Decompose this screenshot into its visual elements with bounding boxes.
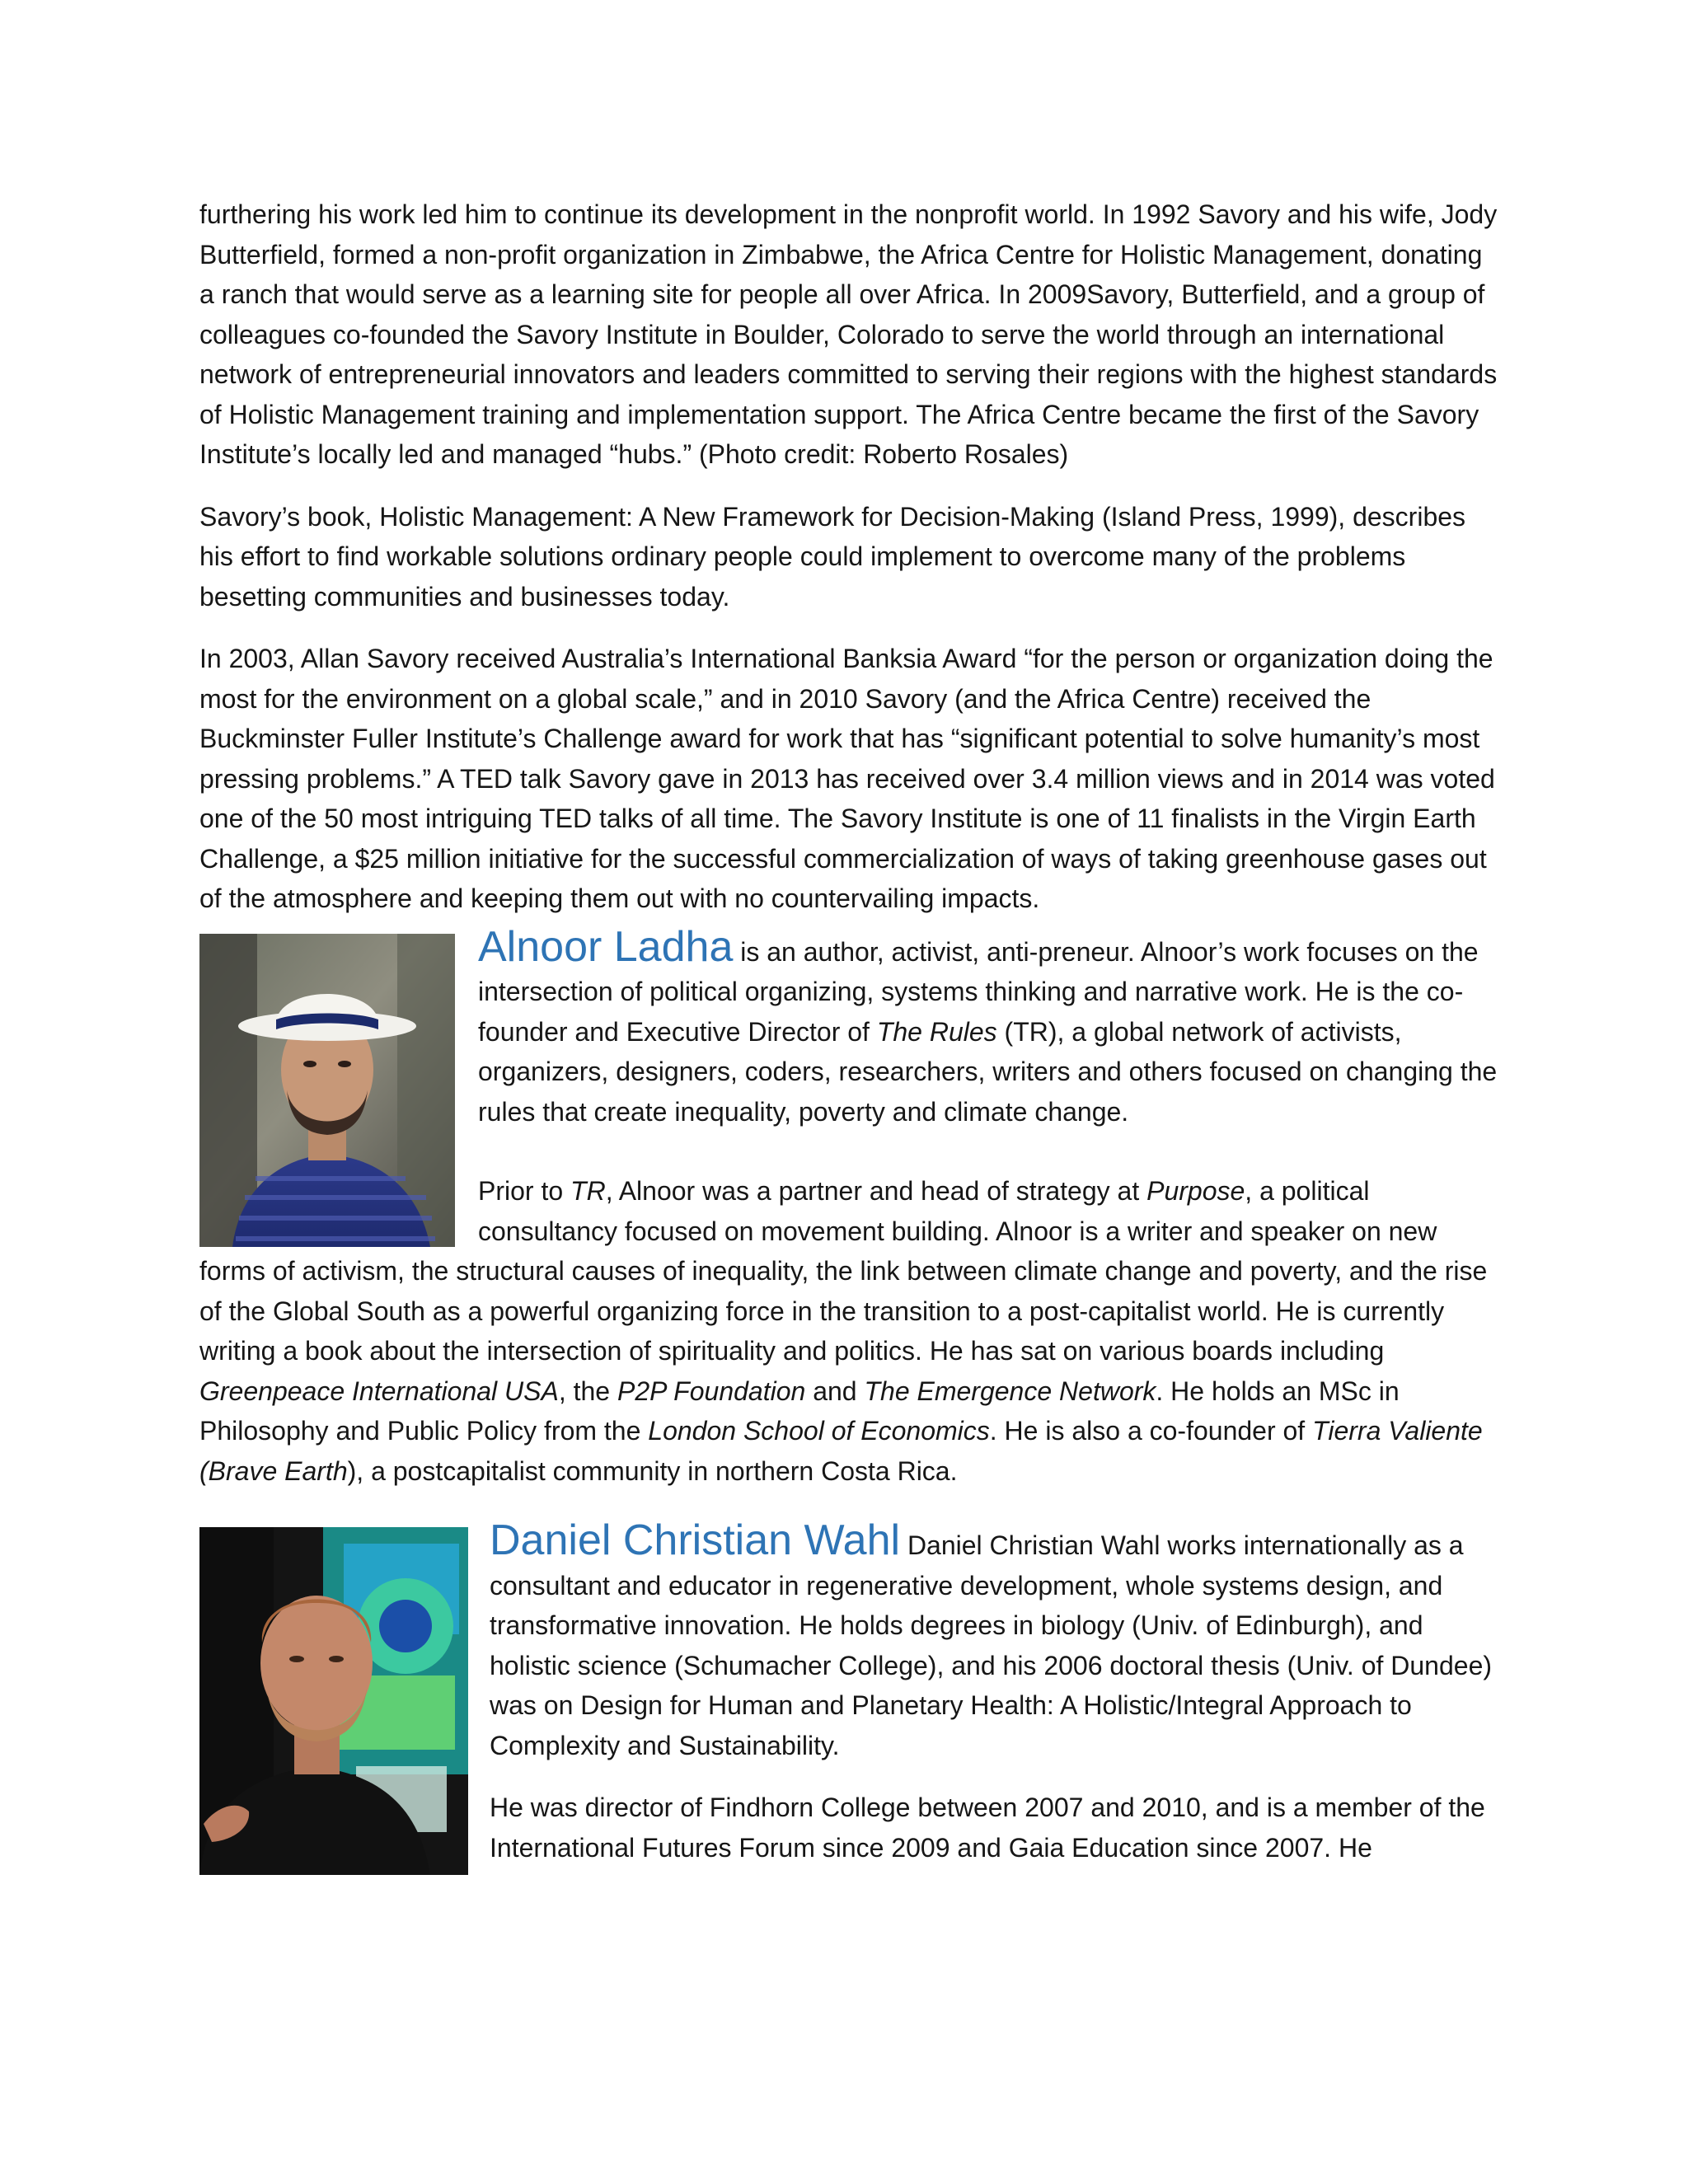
portrait-ladha-image bbox=[199, 934, 455, 1247]
savory-paragraph-2: Savory’s book, Holistic Management: A New Framework for Decision-Making (Island Press, 1999), describes his effort to find workable solutions ordinary people could implement to overcome many of the problems besetting communities and businesses today. bbox=[199, 501, 1466, 612]
bio-name-daniel-christian-wahl: Daniel Christian Wahl bbox=[490, 1516, 901, 1564]
document-page bbox=[199, 194, 1503, 1875]
savory-paragraph-3: In 2003, Allan Savory received Australia’s International Banksia Award “for the person or organization doing the most for the environment on a global scale,” and in 2010 Savory (and the Africa Centre) received the Buckminster Fuller Institute’s Challenge award for work that has “significant potential to solve humanity’s most pressing problems.” A TED talk Savory gave in 2013 has received over 3.4 million views and in 2014 was voted one of the 50 most intriguing TED talks of all time. The Savory Institute is one of 11 finalists in the Virgin Earth Challenge, a $25 million initiative for the successful commercialization of ways of taking greenhouse gases out of the atmosphere and keeping them out with no countervailing impacts. bbox=[199, 644, 1495, 913]
bio-name-alnoor-ladha: Alnoor Ladha bbox=[478, 922, 734, 971]
photo-alnoor-ladha bbox=[199, 934, 455, 1247]
savory-paragraph-1: furthering his work led him to continue its development in the nonprofit world. In 1992 Savory and his wife, Jody Butterfield, formed a non-profit organization in Zimbabwe, the Africa Centre for Holistic Management, donating a ranch that would serve as a learning site for people all over Africa. In 2009Savory, Butterfield, and a group of colleagues co-founded the Savory Institute in Boulder, Colorado to serve the world through an international network of entrepreneurial innovators and leaders committed to serving their regions with the highest standards of Holistic Management training and implementation support. The Africa Centre became the first of the Savory Institute’s locally led and managed “hubs.” (Photo credit: Roberto Rosales) bbox=[199, 199, 1498, 469]
bio-daniel-christian-wahl: Daniel Christian Wahl Daniel Christian Wahl works internationally as a consultant and educator in regenerative development, whole systems design, and transformative innovation. He holds degrees in biology (Univ. of Edinburgh), and holistic science (Schumacher College), and his 2006 doctoral thesis (Univ. of Dundee) was on Design for Human and Planetary Health: A Holistic/Integral Approach to Complexity and Sustainability. He was director of Findhorn College between 2007 and 2010, and is a member of the International Futures Forum since 2009 and Gaia Education since 2007. He bbox=[199, 1519, 1503, 1868]
photo-daniel-christian-wahl bbox=[199, 1527, 468, 1875]
bio-alnoor-ladha: Alnoor Ladha is an author, activist, anti-preneur. Alnoor’s work focuses on the intersection of political organizing, systems thinking and narrative work. He is the co-founder and Executive Director of The Rules (TR), a global network of activists, organizers, designers, coders, researchers, writers and others focused on changing the rules that create inequality, poverty and climate change. Prior to TR, Alnoor was a partner and head of strategy at Purpose, a political consultancy focused on movement building. Alnoor is a writer and speaker on new forms of activism, the structural causes of inequality, the link between climate change and poverty, and the rise of the Global South as a powerful organizing force in the transition to a post-capitalist world. He is currently writing a book about the intersection of spirituality and politics. He has sat on various boards including Greenpeace International USA, the P2P Foundation and The Emergence Network. He holds an MSc in Philosophy and Public Policy from the London School of Economics. He is also a co-founder of Tierra Valiente (Brave Earth), a postcapitalist community in northern Costa Rica. bbox=[199, 922, 1498, 1486]
portrait-wahl-image bbox=[199, 1527, 468, 1875]
